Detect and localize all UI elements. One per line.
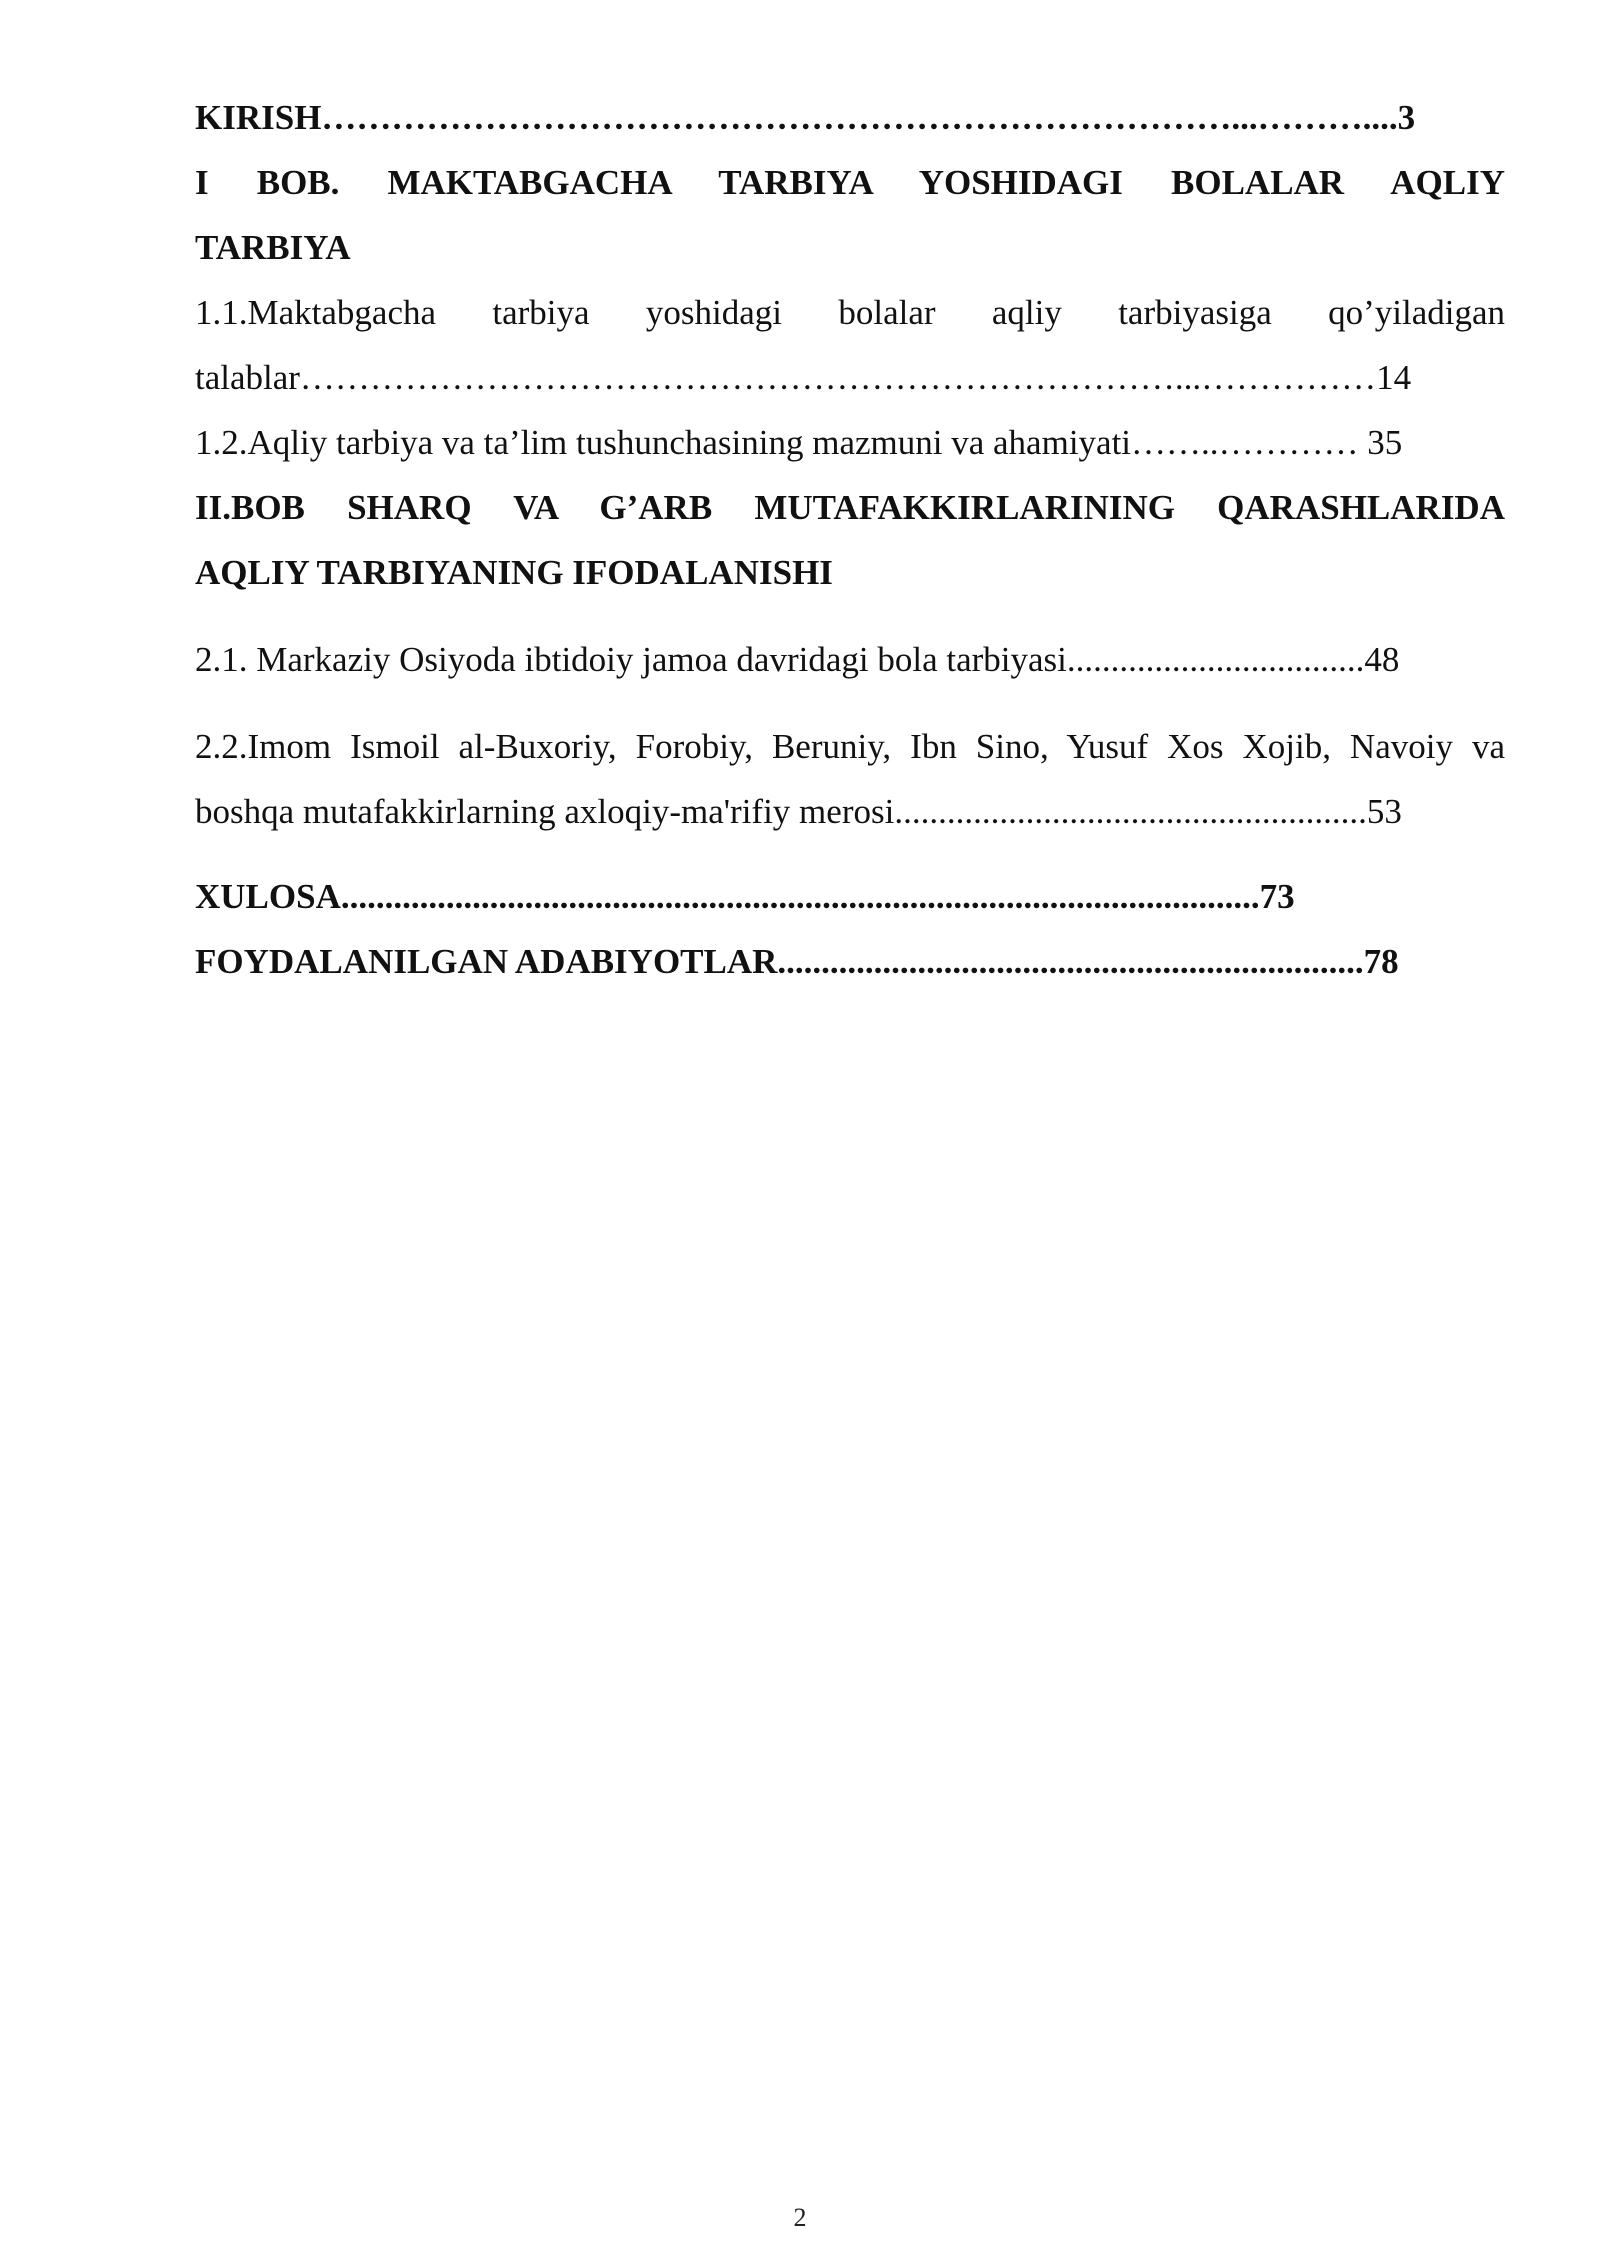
toc-entry-kirish: KIRISH……………………………………………………………………...………....3 xyxy=(195,98,1416,137)
toc-entry-adabiyotlar: FOYDALANILGAN ADABIYOTLAR...................................................................78 xyxy=(195,942,1399,981)
toc-entry-1-1-line-1: 1.1.Maktabgacha tarbiya yoshidagi bolalar aqliy tarbiyasiga qo’yiladigan xyxy=(195,293,1505,332)
toc-entry-xulosa: XULOSA.........................................................................................................73 xyxy=(195,877,1295,916)
table-of-contents xyxy=(195,85,1505,994)
chapter-2-title-line-2: AQLIY TARBIYANING IFODALANISHI xyxy=(195,553,833,592)
toc-entry-1-2: 1.2.Aqliy tarbiya va ta’lim tushunchasining mazmuni va ahamiyati……..………… 35 xyxy=(195,423,1403,462)
page-number: 2 xyxy=(793,2203,807,2232)
chapter-2-title-line-1: II.BOB SHARQ VA G’ARB MUTAFAKKIRLARINING QARASHLARIDA xyxy=(195,488,1505,527)
chapter-1-title-line-1: I BOB. MAKTABGACHA TARBIYA YOSHIDAGI BOLALAR AQLIY xyxy=(195,163,1505,202)
toc-entry-2-2-line-2: boshqa mutafakkirlarning axloqiy-ma'rifiy merosi......................................................53 xyxy=(195,792,1402,831)
chapter-1-title-line-2: TARBIYA xyxy=(195,228,351,267)
toc-entry-1-1-line-2: talablar…………………………………………………………………...……………14 xyxy=(195,358,1412,397)
toc-entry-2-2-line-1: 2.2.Imom Ismoil al-Buxoriy, Forobiy, Beruniy, Ibn Sino, Yusuf Xos Xojib, Navoiy va xyxy=(195,727,1505,766)
toc-entry-2-1: 2.1. Markaziy Osiyoda ibtidoiy jamoa davridagi bola tarbiyasi..................................48 xyxy=(195,640,1400,679)
